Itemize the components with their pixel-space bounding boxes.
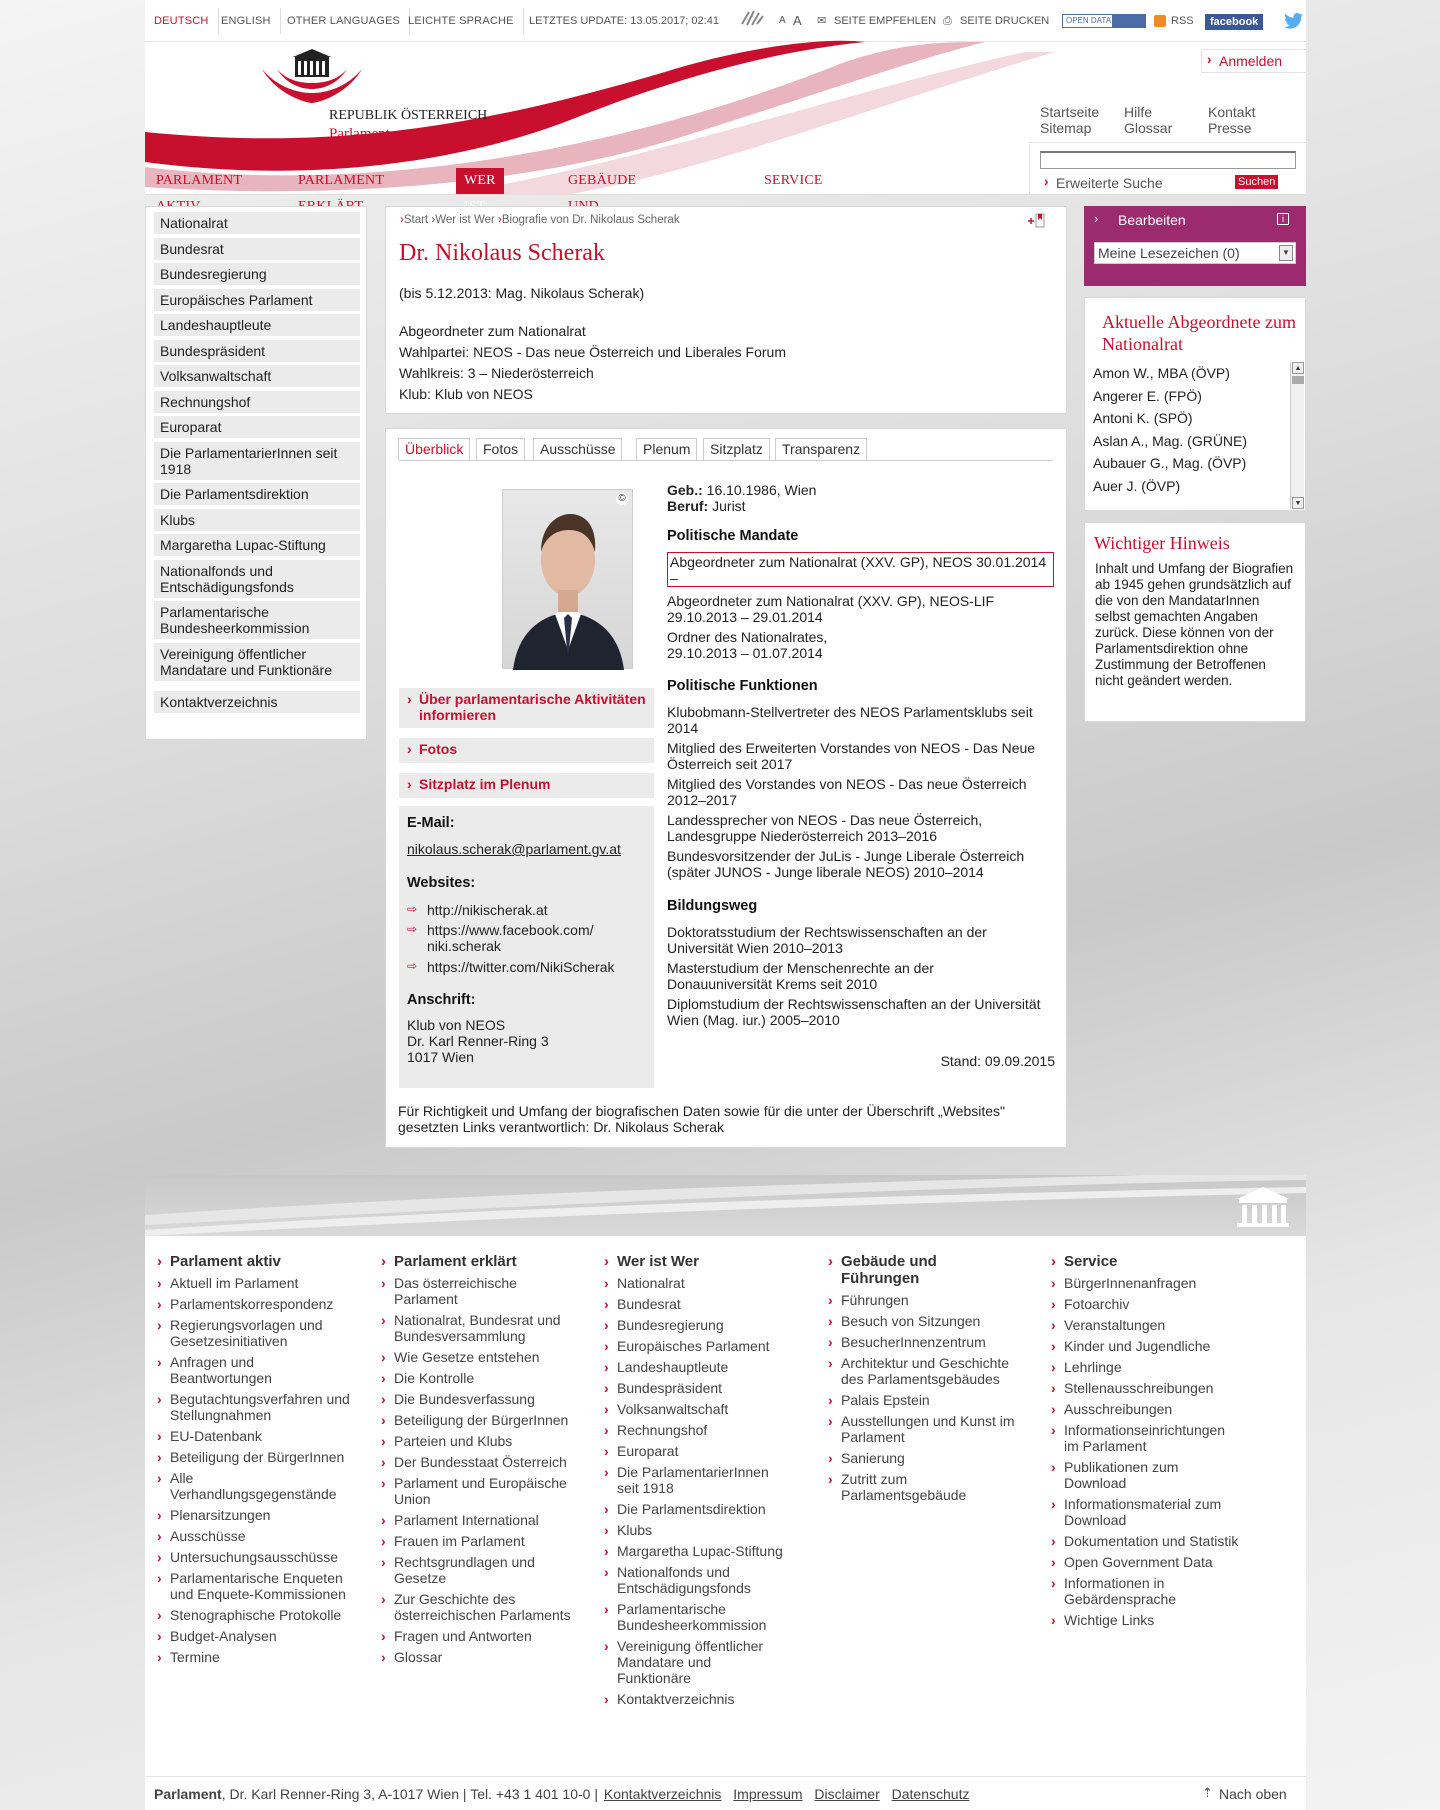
- footer-link[interactable]: › Parlamentarische Bundesheerkommission: [603, 1601, 788, 1633]
- footer-swoosh-graphic: [145, 1175, 1306, 1236]
- footer-link[interactable]: › Ausschüsse: [156, 1528, 356, 1544]
- mandate-item: Ordner des Nationalrates, 29.10.2013 – 01.07.2014: [667, 629, 828, 661]
- lang-other[interactable]: OTHER LANGUAGES: [278, 8, 410, 34]
- footer-column-title[interactable]: › Parlament erklärt: [380, 1253, 575, 1270]
- footer-link-disclaimer[interactable]: Disclaimer: [814, 1786, 880, 1802]
- disclaimer-text: Für Richtigkeit und Umfang der biografischen Daten sowie für die unter der Überschrift „Websites" gesetzten Links verantwortlich: Dr. Nikolaus Scherak: [398, 1103, 1005, 1135]
- footer-column-title[interactable]: › Parlament aktiv: [156, 1253, 356, 1270]
- footer-link[interactable]: › Termine: [156, 1649, 356, 1665]
- activities-link[interactable]: [399, 688, 654, 728]
- footer-link[interactable]: › Vereinigung öffentlicher Mandatare und Funktionäre: [603, 1638, 788, 1686]
- footer-link[interactable]: › Publikationen zum Download: [1050, 1459, 1240, 1491]
- footer-link[interactable]: › Rechnungshof: [603, 1422, 788, 1438]
- footer-link[interactable]: › Informationen in Gebärdensprache: [1050, 1575, 1240, 1607]
- stand-date: Stand: 09.09.2015: [940, 1053, 1055, 1069]
- footer-link[interactable]: › Ausstellungen und Kunst im Parlament: [827, 1413, 1017, 1445]
- education-item: Diplomstudium der Rechtswissenschaften an der Universität Wien (Mag. iur.) 2005–2010: [667, 996, 1041, 1028]
- sidebar-item-volksanwaltschaft[interactable]: Volksanwaltschaft: [154, 365, 360, 387]
- footer-link[interactable]: › Untersuchungsausschüsse: [156, 1549, 356, 1565]
- sidebar-item-landeshauptleute[interactable]: Landeshauptleute: [154, 314, 360, 336]
- sidebar-item-kontaktverzeichnis[interactable]: Kontaktverzeichnis: [154, 691, 360, 713]
- adv-search-chevron-icon: ›: [1044, 174, 1049, 189]
- footer-link[interactable]: › Beteiligung der BürgerInnen: [156, 1449, 356, 1465]
- footer-link[interactable]: › Die Bundesverfassung: [380, 1391, 575, 1407]
- footer-link[interactable]: › Architektur und Geschichte des Parlamentsgebäudes: [827, 1355, 1017, 1387]
- deputy-item[interactable]: Aslan A., Mag. (GRÜNE): [1093, 432, 1248, 449]
- breadcrumb-chevron-icon: ›: [498, 214, 502, 226]
- font-small-button[interactable]: A: [779, 15, 786, 26]
- glossar-link[interactable]: Glossar: [1124, 120, 1173, 136]
- scroll-down-icon[interactable]: ▼: [1292, 497, 1304, 509]
- bookmarks-select[interactable]: [1094, 242, 1296, 264]
- address-line-2: Dr. Karl Renner-Ring 3: [407, 1033, 549, 1049]
- sidebar-item-bundesheerkommission[interactable]: Parlamentarische Bundesheerkommission: [154, 601, 360, 639]
- footer-link[interactable]: › EU-Datenbank: [156, 1428, 356, 1444]
- function-item: Bundesvorsitzender der JuLis - Junge Liberale Österreich (später JUNOS - Junge liberale NEOS) 2010–2014: [667, 848, 1025, 880]
- search-input[interactable]: [1040, 151, 1296, 169]
- breadcrumb-chevron-icon: ›: [400, 214, 404, 226]
- scroll-thumb[interactable]: [1292, 376, 1304, 384]
- footer-link[interactable]: › Ausschreibungen: [1050, 1401, 1240, 1417]
- nav-service[interactable]: SERVICE: [764, 173, 823, 188]
- sidebar-item-parlamentsdirektion[interactable]: Die Parlamentsdirektion: [154, 483, 360, 505]
- photos-link[interactable]: [399, 738, 654, 763]
- twitter-icon[interactable]: [1284, 12, 1304, 38]
- footer-link[interactable]: › Volksanwaltschaft: [603, 1401, 788, 1417]
- footer-link[interactable]: › Klubs: [603, 1522, 788, 1538]
- tab-fotos[interactable]: Fotos: [476, 438, 525, 460]
- footer-org-name: Parlament: [154, 1786, 222, 1802]
- former-name: (bis 5.12.2013: Mag. Nikolaus Scherak): [399, 285, 645, 301]
- breadcrumb-wer-ist-wer[interactable]: Wer ist Wer: [435, 214, 495, 226]
- sidebar-item-bundesrat[interactable]: Bundesrat: [154, 238, 360, 260]
- job-value: Jurist: [712, 498, 746, 514]
- footer-link-kontakt[interactable]: Kontaktverzeichnis: [603, 1786, 722, 1802]
- footer-link[interactable]: › Sanierung: [827, 1450, 1017, 1466]
- breadcrumb-chevron-icon: ›: [431, 214, 436, 226]
- bookmarks-select-value: Meine Lesezeichen (0): [1098, 245, 1240, 261]
- footer-link[interactable]: › Führungen: [827, 1292, 1017, 1308]
- footer-link[interactable]: › Fragen und Antworten: [380, 1628, 575, 1644]
- footer-link[interactable]: › Budget-Analysen: [156, 1628, 356, 1644]
- footer-bottom-bar: [145, 1776, 1306, 1810]
- footer-link[interactable]: › Stellenausschreibungen: [1050, 1380, 1240, 1396]
- footer-column: [156, 1253, 356, 1670]
- footer-link[interactable]: › Beteiligung der BürgerInnen: [380, 1412, 575, 1428]
- sidebar-item-nationalfonds[interactable]: Nationalfonds und Entschädigungsfonds: [154, 560, 360, 598]
- copyright-icon: ©: [616, 493, 628, 505]
- footer-link[interactable]: › Die Kontrolle: [380, 1370, 575, 1386]
- deputies-panel: [1084, 297, 1306, 511]
- footer-link[interactable]: › Regierungsvorlagen und Gesetzesinitiativen: [156, 1317, 356, 1349]
- tab-plenum[interactable]: Plenum: [636, 438, 697, 460]
- sidebar-item-nationalrat[interactable]: Nationalrat: [154, 212, 360, 234]
- footer-link[interactable]: › BürgerInnenanfragen: [1050, 1275, 1240, 1291]
- footer-link[interactable]: › Wie Gesetze entstehen: [380, 1349, 575, 1365]
- republic-label: REPUBLIK ÖSTERREICH: [329, 108, 488, 123]
- footer-column: [827, 1253, 1017, 1508]
- breadcrumb-current: Biografie von Dr. Nikolaus Scherak: [501, 214, 680, 226]
- footer-link[interactable]: › Parlamentskorrespondenz: [156, 1296, 356, 1312]
- footer-link[interactable]: › Parlament und Europäische Union: [380, 1475, 575, 1507]
- deputy-item[interactable]: Auer J. (ÖVP): [1093, 477, 1181, 494]
- footer-column: [1050, 1253, 1240, 1633]
- footer-column-title[interactable]: › Service: [1050, 1253, 1240, 1270]
- footer-link[interactable]: › Europäisches Parlament: [603, 1338, 788, 1354]
- login-chevron-icon: ›: [1207, 52, 1212, 67]
- footer-link[interactable]: › Kontaktverzeichnis: [603, 1691, 788, 1707]
- footer-link[interactable]: › Begutachtungsverfahren und Stellungnahmen: [156, 1391, 356, 1423]
- tabs-divider: [399, 460, 1053, 461]
- hint-text: Inhalt und Umfang der Biografien ab 1945 gehen grundsätzlich auf die von den MandatarInnen selbst gemachten Angaben zurück. Diese können von der Parlamentsdirektion ohne Zustimmung der Betroffenen nicht geändert werden.: [1095, 561, 1294, 688]
- profile-role: Abgeordneter zum Nationalrat: [399, 323, 586, 339]
- hint-panel: [1084, 522, 1306, 722]
- hilfe-link[interactable]: Hilfe: [1124, 104, 1153, 120]
- website-link-2[interactable]: https://www.facebook.com/ niki.scherak: [427, 922, 594, 954]
- mandate-item: Abgeordneter zum Nationalrat (XXV. GP), NEOS-LIF 29.10.2013 – 29.01.2014: [667, 593, 995, 625]
- birth-value: 16.10.1986, Wien: [706, 482, 817, 498]
- scroll-up-icon[interactable]: ▲: [1292, 362, 1304, 374]
- sidebar-item-parlamentarierinnen[interactable]: Die ParlamentarierInnen seit 1918: [154, 442, 360, 480]
- education-item: Doktoratsstudium der Rechtswissenschaften an der Universität Wien 2010–2013: [667, 924, 987, 956]
- presse-link[interactable]: Presse: [1208, 120, 1252, 136]
- deputy-item[interactable]: Angerer E. (FPÖ): [1093, 387, 1202, 404]
- sidebar-item-bundesregierung[interactable]: Bundesregierung: [154, 263, 360, 285]
- profile-header: [385, 206, 1067, 414]
- login-link[interactable]: Anmelden: [1219, 53, 1283, 69]
- sign-language-icon[interactable]: [739, 8, 765, 34]
- footer-link[interactable]: › Aktuell im Parlament: [156, 1275, 356, 1291]
- nav-gebaeude[interactable]: GEBÄUDE: [568, 173, 637, 188]
- function-item: Mitglied des Erweiterten Vorstandes von NEOS - Das Neue Österreich seit 2017: [667, 740, 1036, 772]
- function-item: Mitglied des Vorstandes von NEOS - Das neue Österreich 2012–2017: [667, 776, 1027, 808]
- print-link[interactable]: SEITE DRUCKEN: [960, 15, 1050, 27]
- tab-ausschuesse[interactable]: Ausschüsse: [533, 438, 622, 460]
- footer-link[interactable]: › Stenographische Protokolle: [156, 1607, 356, 1623]
- profile-district: Wahlkreis: 3 – Niederösterreich: [399, 365, 594, 381]
- footer-link[interactable]: › Plenarsitzungen: [156, 1507, 356, 1523]
- address-line-3: 1017 Wien: [407, 1049, 474, 1065]
- info-icon[interactable]: i: [1277, 213, 1289, 225]
- footer-link[interactable]: › BesucherInnenzentrum: [827, 1334, 1017, 1350]
- email-label: E-Mail:: [407, 815, 455, 831]
- mandate-item-current: Abgeordneter zum Nationalrat (XXV. GP), NEOS 30.01.2014 –: [667, 552, 1054, 587]
- function-item: Klubobmann-Stellvertreter des NEOS Parlamentsklubs seit 2014: [667, 704, 1033, 736]
- footer-link[interactable]: › Wichtige Links: [1050, 1612, 1240, 1628]
- lang-english[interactable]: ENGLISH: [212, 8, 281, 34]
- footer-link[interactable]: › Zur Geschichte des österreichischen Parlaments: [380, 1591, 575, 1623]
- address-label: Anschrift:: [407, 992, 476, 1008]
- left-sidebar: [145, 206, 367, 740]
- website-link-3[interactable]: https://twitter.com/NikiScherak: [427, 959, 615, 975]
- footer-link[interactable]: › Rechtsgrundlagen und Gesetze: [380, 1554, 575, 1586]
- rss-link[interactable]: RSS: [1171, 15, 1194, 27]
- footer-link[interactable]: › Nationalfonds und Entschädigungsfonds: [603, 1564, 788, 1596]
- sidebar-item-vereinigung[interactable]: Vereinigung öffentlicher Mandatare und Funktionäre: [154, 643, 360, 681]
- deputies-scrollbar[interactable]: [1290, 362, 1304, 509]
- contact-panel: [399, 806, 654, 1088]
- sidebar-item-eu-parlament[interactable]: Europäisches Parlament: [154, 289, 360, 311]
- edit-chevron-icon: ›: [1094, 211, 1099, 226]
- footer-address-text: , Dr. Karl Renner-Ring 3, A-1017 Wien | Tel. +43 1 401 10-0 |: [221, 1786, 598, 1802]
- email-link[interactable]: nikolaus.scherak@parlament.gv.at: [407, 841, 621, 857]
- kontakt-link[interactable]: Kontakt: [1208, 104, 1256, 120]
- nav-wer-ist-wer[interactable]: WER: [456, 168, 504, 194]
- sidebar-item-lupac[interactable]: Margaretha Lupac-Stiftung: [154, 534, 360, 556]
- recommend-link[interactable]: SEITE EMPFEHLEN: [834, 15, 937, 27]
- sitemap-link[interactable]: Sitemap: [1040, 120, 1092, 136]
- functions-heading: Politische Funktionen: [667, 678, 818, 694]
- footer-column-title[interactable]: › Wer ist Wer: [603, 1253, 788, 1270]
- deputies-title: Aktuelle Abgeordnete zum Nationalrat: [1102, 312, 1296, 354]
- parlament-label: Parlament: [329, 126, 390, 142]
- footer-link[interactable]: › Parlament International: [380, 1512, 575, 1528]
- footer-link[interactable]: › Veranstaltungen: [1050, 1317, 1240, 1333]
- footer-link[interactable]: › Nationalrat, Bundesrat und Bundesversammlung: [380, 1312, 575, 1344]
- address-line-1: Klub von NEOS: [407, 1017, 506, 1033]
- sidebar-item-europarat[interactable]: Europarat: [154, 416, 360, 438]
- footer-link[interactable]: › Nationalrat: [603, 1275, 788, 1291]
- footer-link[interactable]: › Informationsmaterial zum Download: [1050, 1496, 1240, 1528]
- footer-link-impressum[interactable]: Impressum: [733, 1786, 803, 1802]
- lang-deutsch[interactable]: DEUTSCH: [145, 8, 219, 34]
- education-item: Masterstudium der Menschenrechte an der Donauuniversität Krems seit 2010: [667, 960, 934, 992]
- breadcrumb-start[interactable]: Start: [403, 214, 429, 226]
- job-label: Beruf:: [667, 498, 709, 514]
- login-box: [1201, 49, 1306, 73]
- tab-transparenz[interactable]: Transparenz: [775, 438, 867, 460]
- footer-link[interactable]: › Lehrlinge: [1050, 1359, 1240, 1375]
- facebook-link[interactable]: facebook: [1205, 14, 1263, 30]
- profile-party: Wahlpartei: NEOS - Das neue Österreich und Liberales Forum: [399, 344, 786, 360]
- function-item: Landessprecher von NEOS - Das neue Österreich, Landesgruppe Niederösterreich 2013–2016: [667, 812, 983, 844]
- lang-easy[interactable]: LEICHTE SPRACHE: [399, 8, 524, 34]
- seat-link-label: Sitzplatz im Plenum: [419, 776, 551, 792]
- footer-column-title[interactable]: › Gebäude und Führungen: [827, 1253, 1017, 1287]
- footer-link[interactable]: › Zutritt zum Parlamentsgebäude: [827, 1471, 1017, 1503]
- nav-parlament-erklaert[interactable]: PARLAMENT: [298, 173, 384, 188]
- top-bar: [145, 0, 1306, 42]
- footer-link[interactable]: › Parteien und Klubs: [380, 1433, 575, 1449]
- footer-column: [603, 1253, 788, 1712]
- footer-link[interactable]: › Dokumentation und Statistik: [1050, 1533, 1240, 1549]
- photos-link-label: Fotos: [419, 741, 458, 757]
- footer-link[interactable]: › Besuch von Sitzungen: [827, 1313, 1017, 1329]
- breadcrumb: [400, 214, 680, 226]
- mail-icon: ✉: [817, 15, 827, 27]
- footer-link[interactable]: › Bundesregierung: [603, 1317, 788, 1333]
- footer-link[interactable]: › Palais Epstein: [827, 1392, 1017, 1408]
- last-update: LETZTES UPDATE: 13.05.2017; 02:41: [529, 15, 719, 27]
- open-data-badge[interactable]: OPEN DATA: [1062, 14, 1146, 28]
- footer-address: [154, 1786, 969, 1802]
- external-link-icon: ⇨: [407, 959, 418, 973]
- printer-icon: ⎙: [943, 15, 952, 27]
- site-header: [145, 42, 1306, 195]
- search-button[interactable]: Suchen: [1235, 175, 1278, 189]
- parliament-logo[interactable]: [257, 47, 367, 107]
- footer-link[interactable]: › Frauen im Parlament: [380, 1533, 575, 1549]
- arrow-up-icon: ⇡: [1202, 1785, 1213, 1800]
- rss-icon: [1154, 15, 1166, 27]
- tab-sitzplatz[interactable]: Sitzplatz: [703, 438, 770, 460]
- footer-link[interactable]: › Margaretha Lupac-Stiftung: [603, 1543, 788, 1559]
- profile-club: Klub: Klub von NEOS: [399, 386, 533, 402]
- hint-title: Wichtiger Hinweis: [1094, 533, 1230, 553]
- footer-link[interactable]: › Bundespräsident: [603, 1380, 788, 1396]
- footer-link[interactable]: › Landeshauptleute: [603, 1359, 788, 1375]
- edit-panel: [1084, 206, 1306, 286]
- footer-link[interactable]: › Parlamentarische Enqueten und Enquete-Kommissionen: [156, 1570, 356, 1602]
- footer-link[interactable]: › Kinder und Jugendliche: [1050, 1338, 1240, 1354]
- footer-banner: [145, 1175, 1306, 1236]
- websites-label: Websites:: [407, 875, 476, 891]
- nav-parlament-aktiv[interactable]: PARLAMENT: [156, 173, 242, 188]
- footer-link[interactable]: › Das österreichische Parlament: [380, 1275, 575, 1307]
- seat-link[interactable]: [399, 773, 654, 798]
- tab-ueberblick[interactable]: Überblick: [398, 438, 470, 460]
- footer-link[interactable]: › Open Government Data: [1050, 1554, 1240, 1570]
- page-title: Dr. Nikolaus Scherak: [399, 240, 605, 266]
- footer-link[interactable]: › Bundesrat: [603, 1296, 788, 1312]
- chevron-down-icon: ▼: [1279, 245, 1293, 261]
- footer-link-datenschutz[interactable]: Datenschutz: [891, 1786, 970, 1802]
- footer-link[interactable]: › Anfragen und Beantwortungen: [156, 1354, 356, 1386]
- sidebar-item-bundespraesident[interactable]: Bundespräsident: [154, 340, 360, 362]
- footer-link[interactable]: › Alle Verhandlungsgegenstände: [156, 1470, 356, 1502]
- footer-link[interactable]: › Fotoarchiv: [1050, 1296, 1240, 1312]
- mandate-heading: Politische Mandate: [667, 528, 799, 544]
- deputy-item[interactable]: Aubauer G., Mag. (ÖVP): [1093, 455, 1247, 472]
- footer-link[interactable]: › Der Bundesstaat Österreich: [380, 1454, 575, 1470]
- font-large-button[interactable]: A: [793, 13, 802, 28]
- parliament-building-icon: [1235, 1185, 1291, 1230]
- footer-link[interactable]: › Glossar: [380, 1649, 575, 1665]
- portrait-image: [502, 489, 633, 669]
- edit-link[interactable]: Bearbeiten: [1118, 212, 1186, 228]
- advanced-search-link[interactable]: Erweiterte Suche: [1056, 175, 1163, 191]
- education-heading: Bildungsweg: [667, 898, 758, 914]
- startseite-link[interactable]: Startseite: [1040, 104, 1100, 120]
- footer-link[interactable]: › Europarat: [603, 1443, 788, 1459]
- sidebar-item-klubs[interactable]: Klubs: [154, 509, 360, 531]
- footer-link[interactable]: › Informationseinrichtungen im Parlament: [1050, 1422, 1240, 1454]
- deputies-list: [1093, 362, 1273, 498]
- footer-link[interactable]: › Die ParlamentarierInnen seit 1918: [603, 1464, 788, 1496]
- sidebar-item-rechnungshof[interactable]: Rechnungshof: [154, 391, 360, 413]
- footer-link[interactable]: › Die Parlamentsdirektion: [603, 1501, 788, 1517]
- back-to-top-link[interactable]: Nach oben: [1219, 1786, 1287, 1802]
- deputy-item[interactable]: Amon W., MBA (ÖVP): [1093, 365, 1230, 381]
- website-link-1[interactable]: http://nikischerak.at: [427, 902, 548, 918]
- search-box: [1029, 142, 1306, 195]
- external-link-icon: ⇨: [407, 922, 418, 936]
- external-link-icon: ⇨: [407, 902, 418, 916]
- birth-label: Geb.:: [667, 482, 703, 498]
- activities-link-label: Über parlamentarische Aktivitäten informieren: [419, 691, 646, 723]
- footer-column: [380, 1253, 575, 1670]
- deputy-item[interactable]: Antoni K. (SPÖ): [1093, 410, 1193, 427]
- add-bookmark-icon[interactable]: [1027, 213, 1045, 232]
